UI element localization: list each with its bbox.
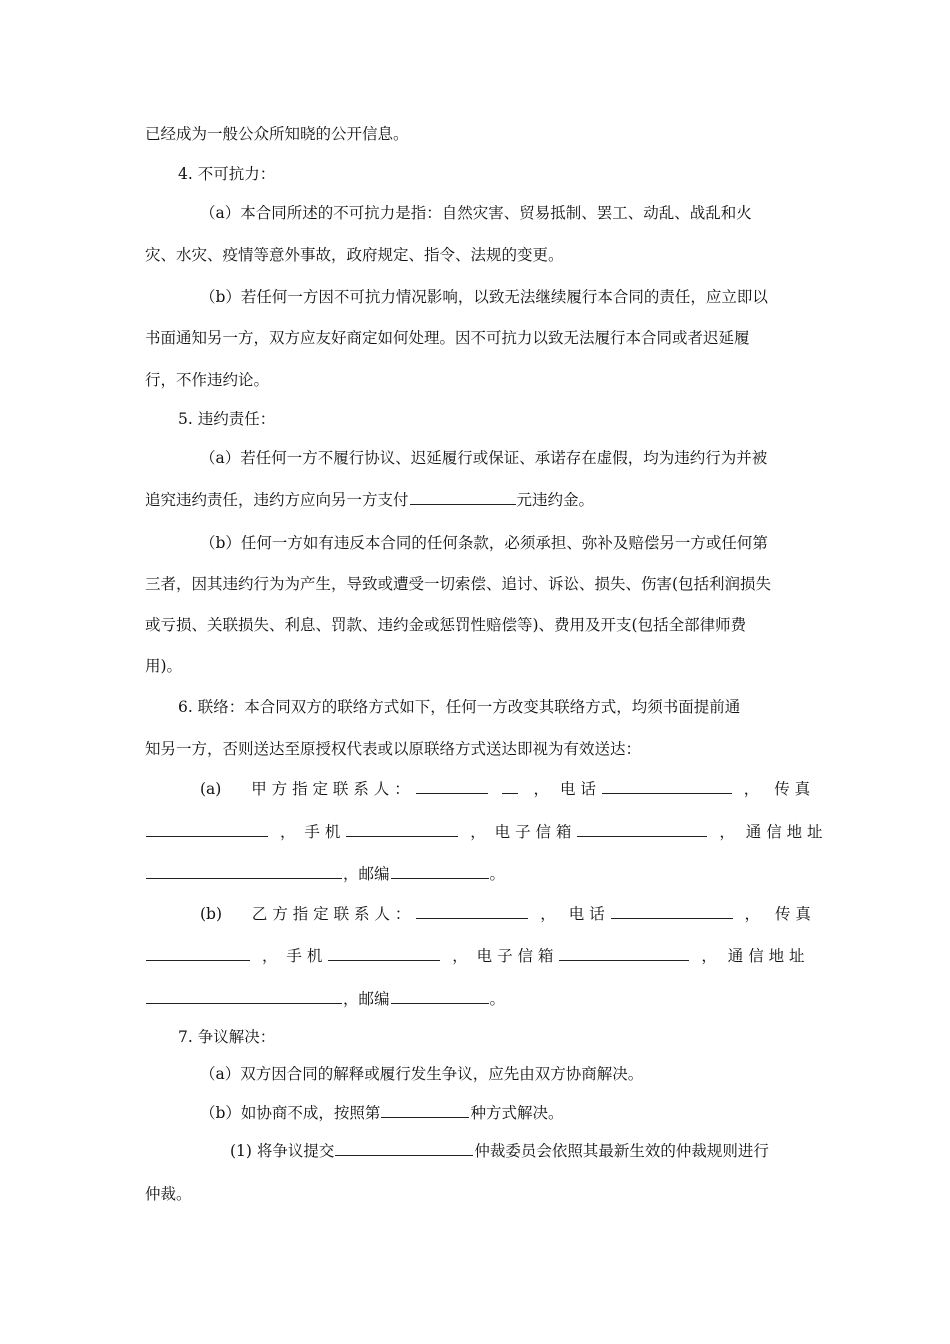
- section-heading-dispute: 7. 争议解决：: [178, 1028, 276, 1046]
- comma: ，: [533, 780, 550, 798]
- party-a-address-blank[interactable]: [146, 877, 342, 879]
- party-a-line-2: [145, 820, 823, 842]
- arbitration-commission-blank[interactable]: [335, 1154, 473, 1156]
- party-a-contact-line: [200, 777, 810, 799]
- paragraph-line: 仲裁。: [145, 1185, 192, 1203]
- resolution-text-end: 种方式解决。: [470, 1104, 564, 1122]
- paragraph-line: 灾、水灾、疫情等意外事故，政府规定、指令、法规的变更。: [145, 246, 564, 264]
- party-b-mobile-blank[interactable]: [328, 959, 440, 961]
- fax-label: 传 真: [774, 780, 811, 798]
- party-b-contact-label: 乙 方 指 定 联 系 人 ：: [251, 905, 411, 923]
- party-a-contact-blank-2[interactable]: [502, 792, 518, 794]
- paragraph-line: [230, 1139, 769, 1161]
- phone-label: 电 话: [559, 780, 596, 798]
- penalty-text-end: 元违约金。: [516, 491, 595, 509]
- comma: ，: [744, 905, 761, 923]
- postcode-label: ，邮编: [343, 990, 390, 1008]
- paragraph-line: 三者，因其违约行为为产生，导致或遭受一切索偿、追讨、诉讼、损失、伤害(包括利润损失: [145, 575, 772, 593]
- paragraph-line: 用)。: [145, 657, 183, 675]
- mobile-label: 手 机: [304, 823, 341, 841]
- resolution-text: （b）如协商不成，按照第: [200, 1104, 381, 1122]
- paragraph-line: （b）任何一方如有违反本合同的任何条款，必须承担、弥补及赔偿另一方或任何第: [200, 534, 768, 552]
- email-label: 电 子 信 箱: [476, 947, 554, 965]
- party-b-contact-line: [200, 902, 811, 924]
- party-b-postcode-blank[interactable]: [391, 1002, 489, 1004]
- comma: ，: [540, 905, 556, 923]
- paragraph-line: （a）若任何一方不履行协议、迟延履行或保证、承诺存在虚假，均为违约行为并被: [200, 449, 768, 467]
- party-a-contact-label: 甲 方 指 定 联 系 人 ：: [251, 780, 410, 798]
- party-a-fax-blank[interactable]: [146, 835, 268, 837]
- party-a-line-3: [145, 862, 505, 884]
- email-label: 电 子 信 箱: [494, 823, 572, 841]
- paragraph-line: [145, 488, 594, 510]
- paragraph-line: 行，不作违约论。: [145, 371, 270, 389]
- address-label: 通 信 地 址: [727, 947, 805, 965]
- period: 。: [489, 990, 506, 1008]
- resolution-method-blank[interactable]: [381, 1116, 469, 1118]
- party-a-email-blank[interactable]: [577, 835, 707, 837]
- party-b-phone-blank[interactable]: [611, 917, 733, 919]
- party-a-contact-blank[interactable]: [416, 792, 488, 794]
- party-b-address-blank[interactable]: [146, 1002, 342, 1004]
- section-heading-breach: 5. 违约责任：: [178, 410, 276, 428]
- arbitration-text-end: 仲裁委员会依照其最新生效的仲裁规则进行: [474, 1142, 769, 1160]
- comma: ，: [470, 823, 486, 841]
- section-heading-force-majeure: 4. 不可抗力：: [178, 165, 276, 183]
- party-b-fax-blank[interactable]: [146, 959, 250, 961]
- paragraph-line: （a）双方因合同的解释或履行发生争议，应先由双方协商解决。: [200, 1065, 644, 1083]
- comma: ，: [261, 947, 278, 965]
- party-a-mobile-blank[interactable]: [346, 835, 458, 837]
- mobile-label: 手 机: [286, 947, 323, 965]
- paragraph-line: （a）本合同所述的不可抗力是指：自然灾害、贸易抵制、罢工、动乱、战乱和火: [200, 204, 752, 222]
- penalty-amount-blank[interactable]: [410, 503, 516, 505]
- paragraph-line: 或亏损、关联损失、利息、罚款、违约金或惩罚性赔偿等)、费用及开支(包括全部律师费: [145, 616, 747, 634]
- comma: ，: [719, 823, 735, 841]
- postcode-label: ，邮编: [343, 865, 390, 883]
- arbitration-text: (1) 将争议提交: [230, 1142, 335, 1160]
- penalty-text: 追究违约责任，违约方应向另一方支付: [145, 491, 409, 509]
- period: 。: [489, 865, 506, 883]
- paragraph-line: 知另一方，否则送达至原授权代表或以原联络方式送达即视为有效送达：: [145, 740, 642, 758]
- party-a-postcode-blank[interactable]: [391, 877, 489, 879]
- address-label: 通 信 地 址: [745, 823, 823, 841]
- paragraph-line: 已经成为一般公众所知晓的公开信息。: [145, 125, 409, 143]
- comma: ，: [743, 780, 760, 798]
- paragraph-line: （b）若任何一方因不可抗力情况影响，以致无法继续履行本合同的责任，应立即以: [200, 288, 768, 306]
- party-b-label: (b): [200, 905, 223, 923]
- party-a-phone-blank[interactable]: [602, 792, 732, 794]
- party-b-line-2: [145, 944, 805, 966]
- comma: ，: [279, 823, 296, 841]
- section-heading-contact: 6. 联络：本合同双方的联络方式如下，任何一方改变其联络方式，均须书面提前通: [178, 698, 741, 716]
- party-b-contact-blank[interactable]: [416, 917, 528, 919]
- fax-label: 传 真: [775, 905, 811, 923]
- paragraph-line: [200, 1101, 563, 1123]
- phone-label: 电 话: [568, 905, 605, 923]
- paragraph-line: 书面通知另一方，双方应友好商定如何处理。因不可抗力以致无法履行本合同或者迟延履: [145, 329, 750, 347]
- comma: ，: [452, 947, 468, 965]
- party-a-label: (a): [200, 780, 222, 798]
- party-b-email-blank[interactable]: [559, 959, 689, 961]
- comma: ，: [701, 947, 717, 965]
- party-b-line-3: [145, 987, 505, 1009]
